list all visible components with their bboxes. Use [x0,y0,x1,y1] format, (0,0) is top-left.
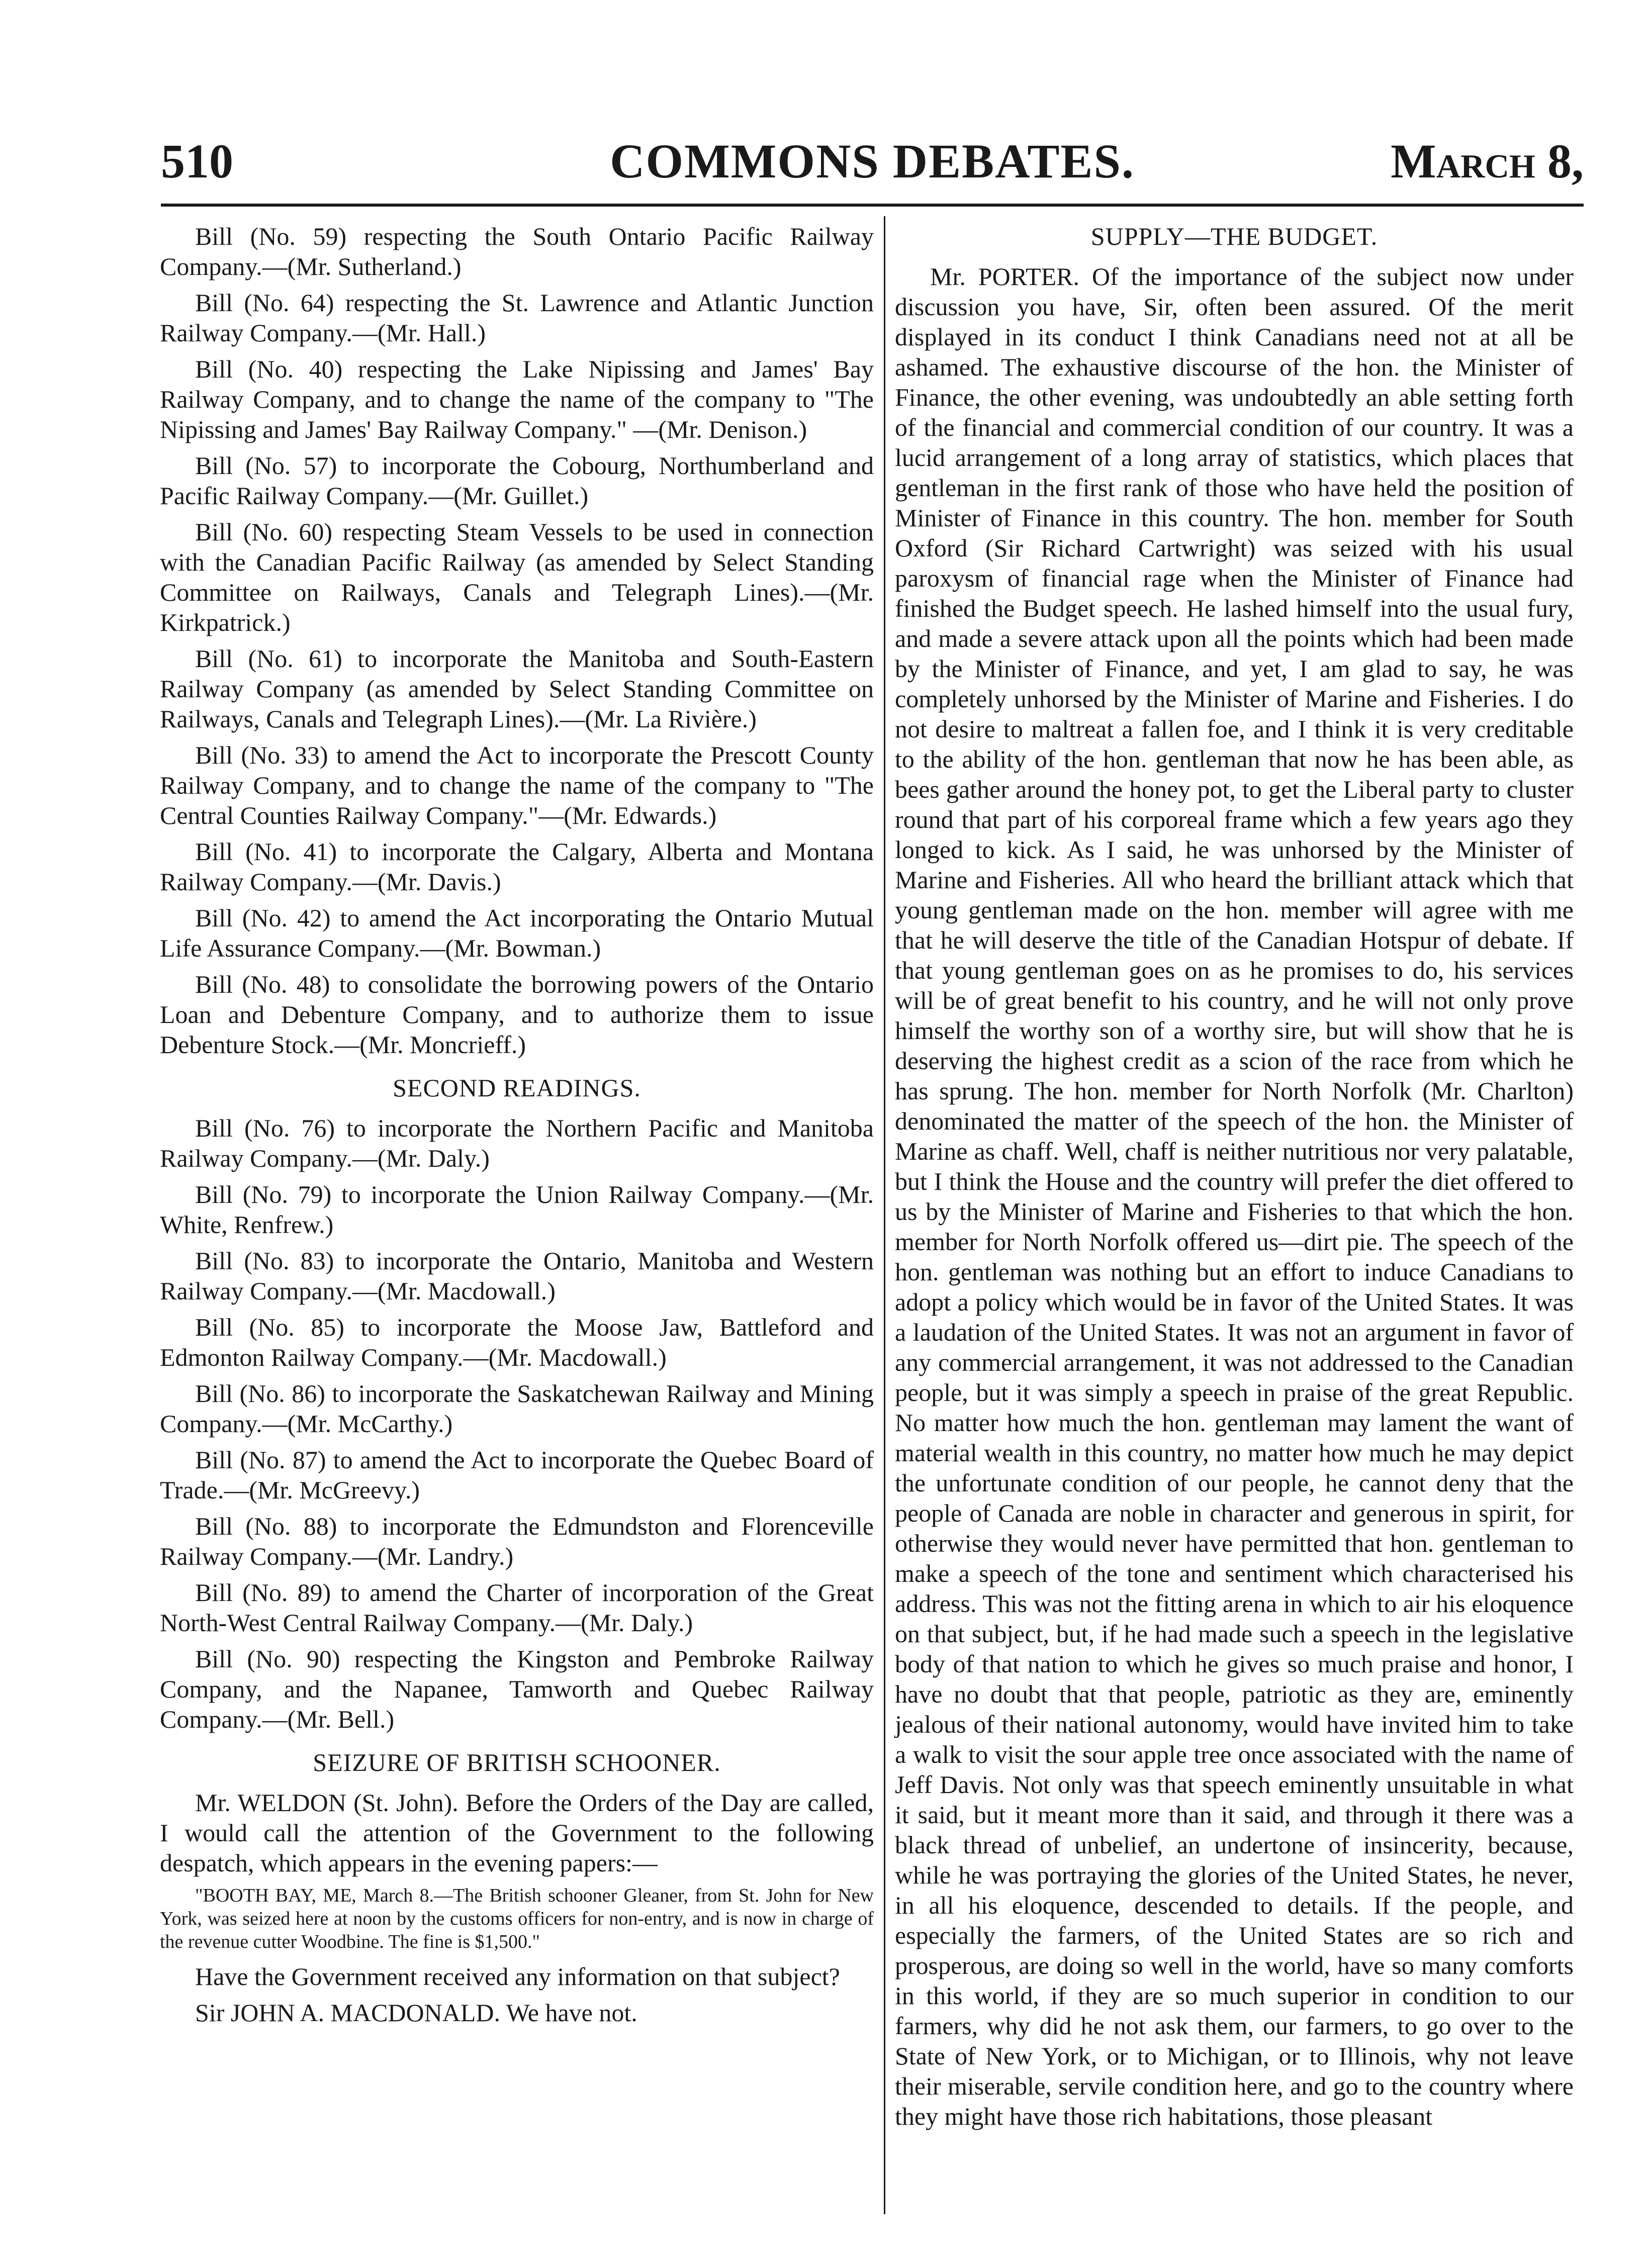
right-column [895,221,1574,2131]
header-rule [161,204,1584,207]
bill-entry: Bill (No. 83) to incorporate the Ontario, Manitoba and Western Railway Company.—(Mr. Macdowall.) [160,1247,874,1305]
bill-entry: Bill (No. 48) to consolidate the borrowing powers of the Ontario Loan and Debenture Company, and to authorize them to issue Debenture Stock.—(Mr. Moncrieff.) [160,970,874,1059]
bill-entry: Bill (No. 61) to incorporate the Manitoba and South-Eastern Railway Company (as amended by Select Standing Committee on Railways, Canals and Telegraph Lines).—(Mr. La Rivière.) [160,644,874,733]
bill-entry: Bill (No. 57) to incorporate the Cobourg, Northumberland and Pacific Railway Company.—(Mr. Guillet.) [160,451,874,510]
bill-entry: Bill (No. 64) respecting the St. Lawrence and Atlantic Junction Railway Company.—(Mr. Hall.) [160,289,874,347]
bill-entry: Bill (No. 87) to amend the Act to incorporate the Quebec Board of Trade.—(Mr. McGreevy.) [160,1446,874,1504]
seizure-heading: SEIZURE OF BRITISH SCHOONER. [313,1748,721,1776]
bill-entry: Bill (No. 60) respecting Steam Vessels to be used in connection with the Canadian Pacific Railway (as amended by Select Standing Committee on Railways, Canals and Telegraph Lines).—(Mr. Kirkpatrick.) [160,518,874,636]
bill-entry: Bill (No. 85) to incorporate the Moose Jaw, Battleford and Edmonton Railway Company.—(Mr. Macdowall.) [160,1313,874,1371]
despatch-quote: "BOOTH BAY, ME, March 8.—The British schooner Gleaner, from St. John for New York, was seized here at noon by the customs officers for non-entry, and is now in charge of the revenue cutter Woodbine. The fine is $1,500." [160,1885,874,1952]
bill-entry: Bill (No. 59) respecting the South Ontario Pacific Railway Company.—(Mr. Sutherland.) [160,222,874,280]
question-text: Have the Government received any information on that subject? [195,1962,840,1991]
speech-text: Mr. PORTER. Of the importance of the subject now under discussion you have, Sir, often been assured. Of the merit displayed in its conduct I think Canadians need not at all be ashamed. The exhaustive discourse of the hon. the Minister of Finance, the other evening, was undoubtedly an able setting forth of the financial and commercial condition of our country. It was a lucid arrangement of a long array of statistics, which places that gentleman in the first rank of those who have held the position of Minister of Finance in this country. The hon. member for South Oxford (Sir Richard Cartwright) was seized with his usual paroxysm of financial rage when the Minister of Finance had finished the Budget speech. He lashed himself into the usual fury, and made a severe attack upon all the points which had been made by the Minister of Finance, and yet, I am glad to say, he was completely unhorsed by the Minister of Marine and Fisheries. I do not desire to maltreat a fallen foe, and I think it is very creditable to the ability of the hon. gentleman that now he has been able, as bees gather around the honey pot, to get the Liberal party to cluster round that part of his corporeal frame which a few years ago they longed to kick. As I said, he was unhorsed by the Minister of Marine and Fisheries. All who heard the brilliant attack which that young gentleman made on the hon. member will agree with me that he will deserve the title of the Canadian Hotspur of debate. If that young gentleman goes on as he promises to do, his services will be of great benefit to his country, and he will not only prove himself the worthy son of a worthy sire, but will show that he is deserving the highest credit as a scion of the race from which he has sprung. The hon. member for North Norfolk (Mr. Charlton) denominated the matter of the speech of the hon. the Minister of Marine as chaff. Well, chaff is neither nutritious nor very palatable, but I think the House and the country will prefer the diet offered to us by the Minister of Marine and Fisheries to that which the hon. member for North Norfolk offered us—dirt pie. The speech of the hon. gentleman was nothing but an effort to induce Canadians to adopt a policy which would be in favor of the United States. It was a laudation of the United States. It was not an argument in favor of any commercial arrangement, it was not addressed to the Canadian people, but it was simply a speech in praise of the great Republic. No matter how much the hon. gentleman may lament the want of material wealth in this country, no matter how much he may depict the unfortunate condition of our people, he cannot deny that the people of Canada are noble in character and generous in spirit, for otherwise they would never have permitted that hon. gentleman to make a speech of the tone and sentiment which characterised his address. This was not the fitting arena in which to air his eloquence on that subject, but, if he had made such a speech in the legislative body of that nation to which he gives so much praise and honor, I have no doubt that that people, patriotic as they are, eminently jealous of their national autonomy, would have invited him to take a walk to visit the sour apple tree once associated with the name of Jeff Davis. Not only was that speech eminently unsuitable in what it said, but it meant more than it said, and through it there was a black thread of unbelief, an undertone of insincerity, because, while he was portraying the glories of the United States, he never, in all his eloquence, descended to details. If the people, and especially the farmers, of the United States are so rich and prosperous, are doing so well in the world, have so many comforts in this world, if they are so much superior in condition to our farmers, why did he not ask them, our farmers, to go over to the State of New York, or to Michigan, or to Illinois, why not leave their miserable, servile condition here, and go to the country where they might have those rich habitations, those pleasant [895,262,1574,2130]
bill-entry: Bill (No. 33) to amend the Act to incorporate the Prescott County Railway Company, and to change the name of the company to "The Central Counties Railway Company."—(Mr. Edwards.) [160,741,874,829]
bill-entry: Bill (No. 41) to incorporate the Calgary, Alberta and Montana Railway Company.—(Mr. Davis.) [160,837,874,896]
left-column [160,221,874,2034]
page-header [161,118,1584,194]
bill-entry: Bill (No. 89) to amend the Charter of incorporation of the Great North-West Central Railway Company.—(Mr. Daly.) [160,1578,874,1637]
bill-entry: Bill (No. 40) respecting the Lake Nipissing and James' Bay Railway Company, and to change the name of the company to "The Nipissing and James' Bay Railway Company." —(Mr. Denison.) [160,355,874,443]
bill-entry: Bill (No. 86) to incorporate the Saskatchewan Railway and Mining Company.—(Mr. McCarthy.) [160,1379,874,1438]
answer-text: Sir JOHN A. MACDONALD. We have not. [195,1999,637,2027]
page-date: March 8, [1391,134,1584,188]
budget-heading: SUPPLY—THE BUDGET. [1090,222,1378,250]
second-readings-heading: SECOND READINGS. [393,1074,641,1102]
page-number: 510 [161,134,233,188]
bill-entry: Bill (No. 88) to incorporate the Edmundston and Florenceville Railway Company.—(Mr. Landry.) [160,1512,874,1570]
bill-entry: Bill (No. 90) respecting the Kingston and Pembroke Railway Company, and the Napanee, Tamworth and Quebec Railway Company.—(Mr. Bell.) [160,1645,874,1733]
bill-entry: Bill (No. 79) to incorporate the Union Railway Company.—(Mr. White, Renfrew.) [160,1180,874,1239]
column-divider [884,216,885,2214]
page-title: COMMONS DEBATES. [610,134,1135,188]
bill-entry: Bill (No. 42) to amend the Act incorporating the Ontario Mutual Life Assurance Company.—(Mr. Bowman.) [160,904,874,962]
bill-entry: Bill (No. 76) to incorporate the Northern Pacific and Manitoba Railway Company.—(Mr. Daly.) [160,1114,874,1172]
seizure-intro: Mr. WELDON (St. John). Before the Orders of the Day are called, I would call the attention of the Government to the following despatch, which appears in the evening papers:— [160,1788,874,1877]
